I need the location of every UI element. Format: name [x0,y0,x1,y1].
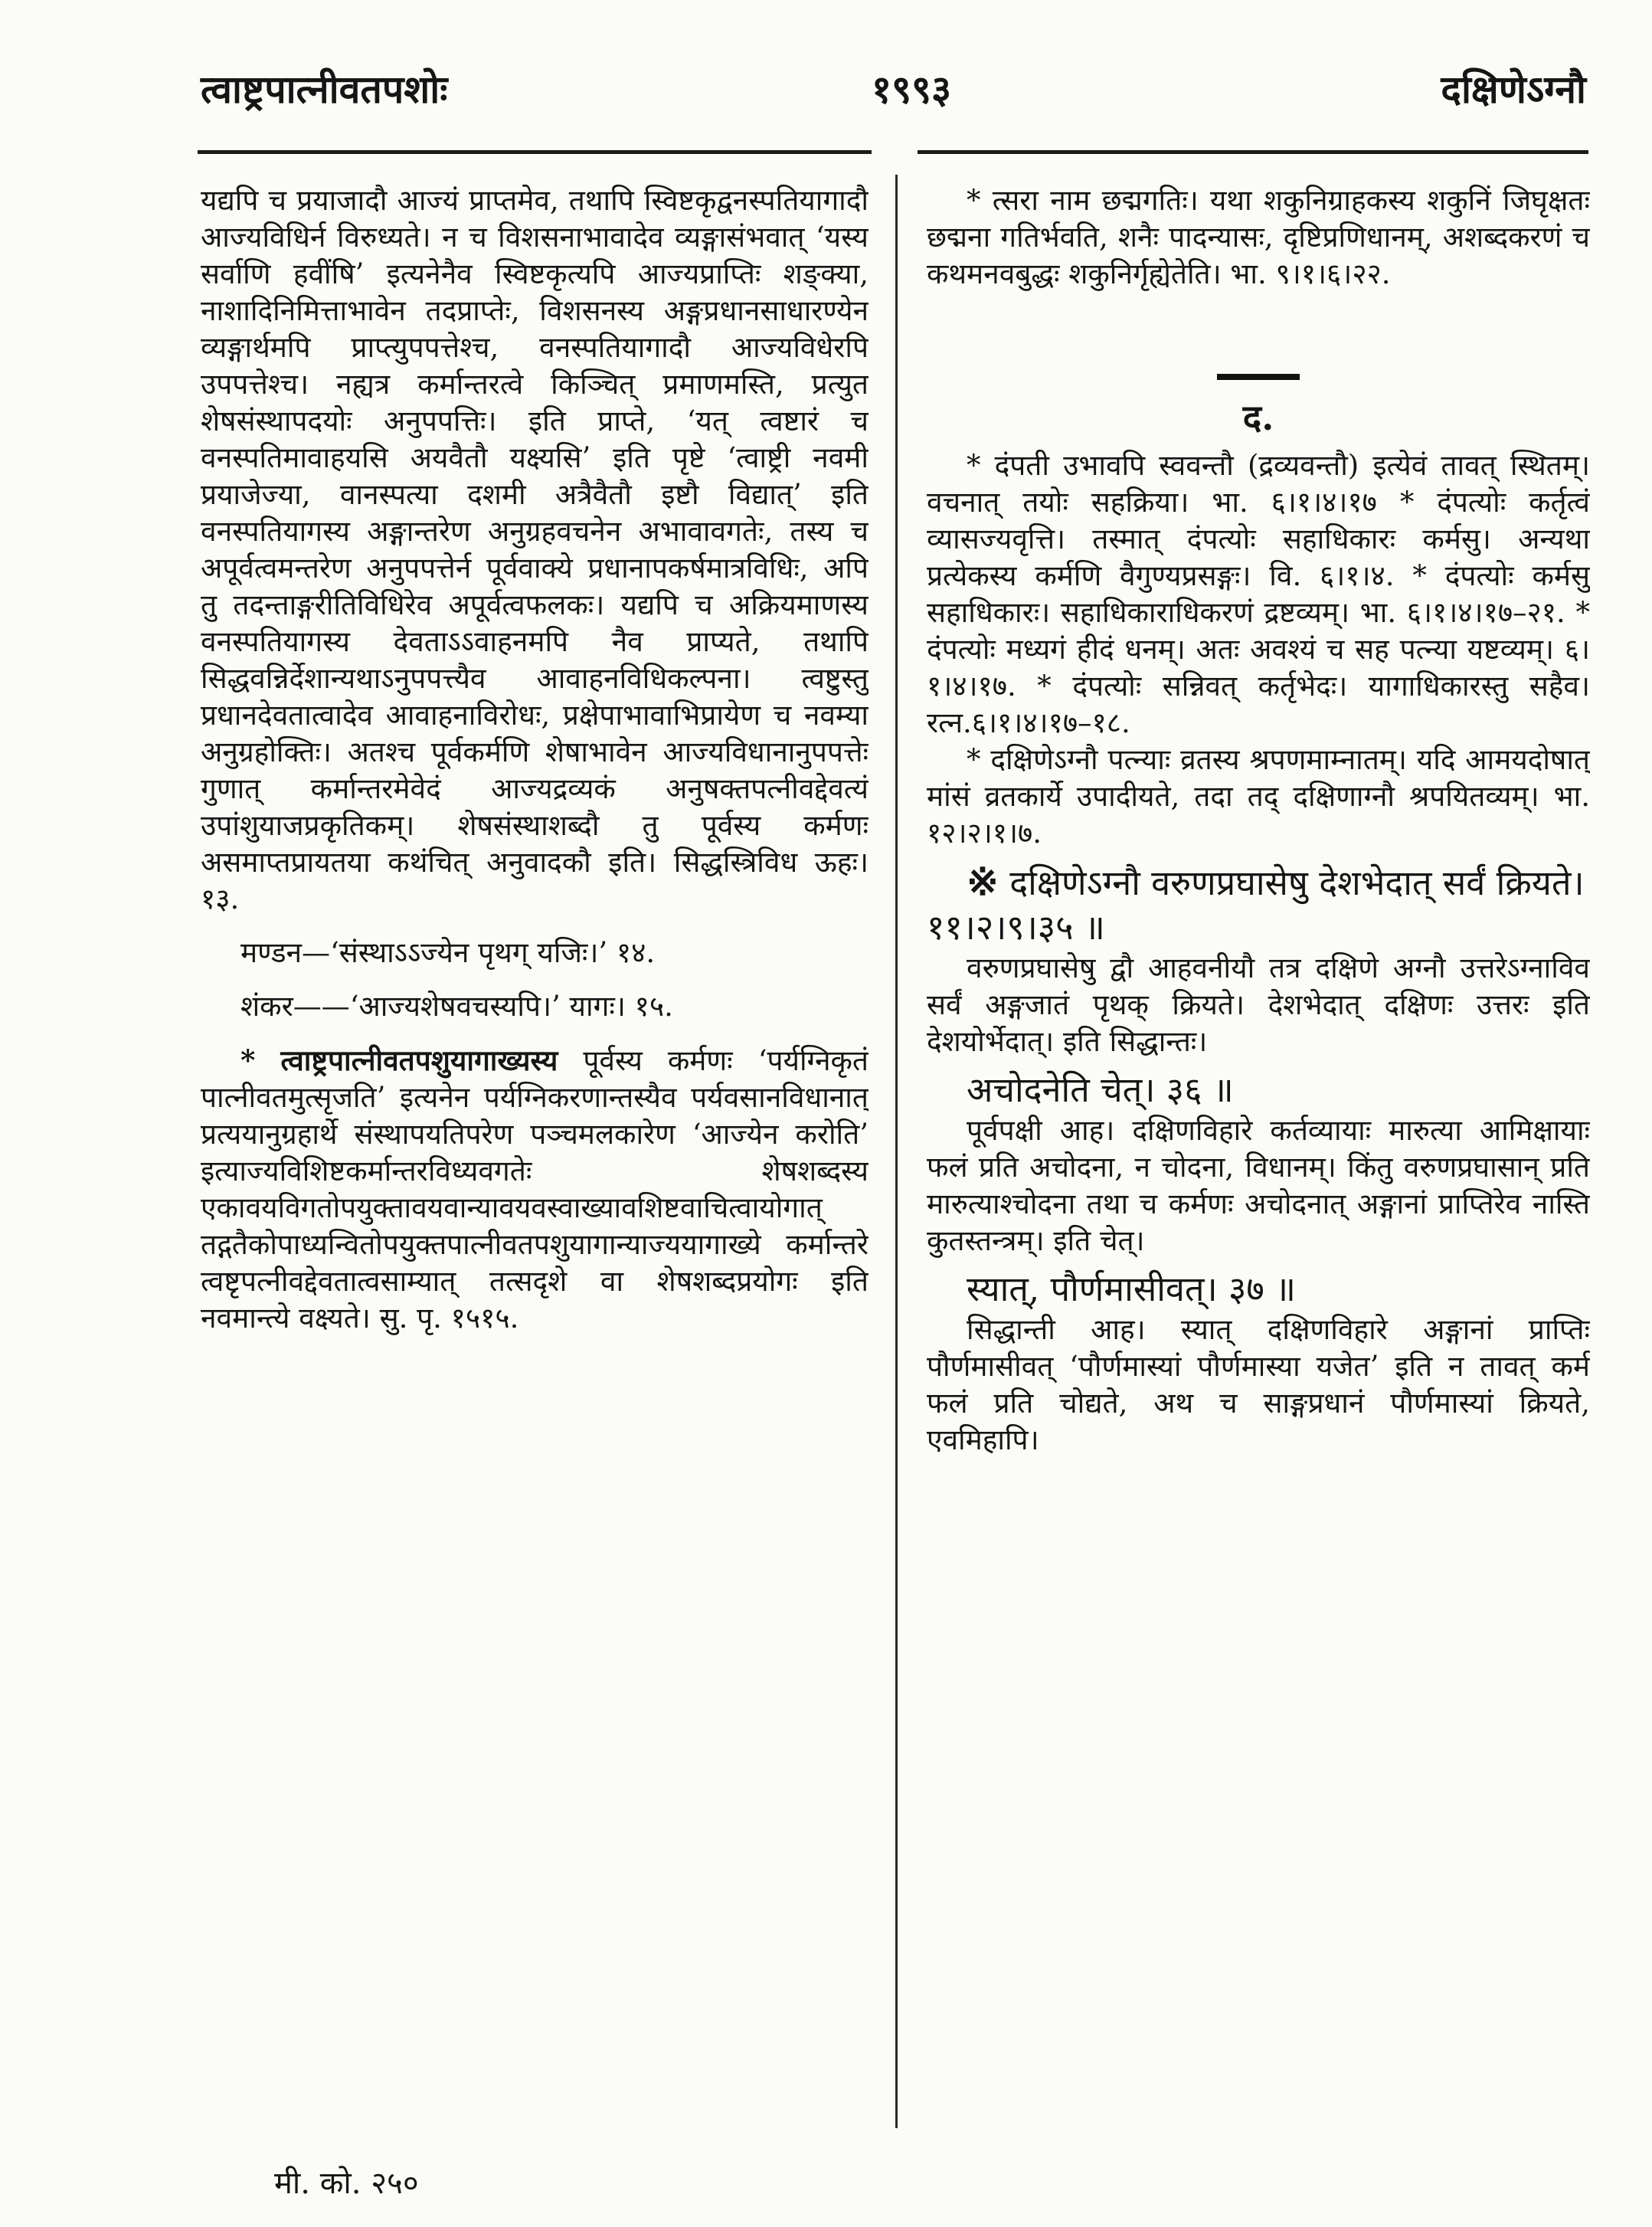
running-head-right: दक्षिणेऽग्नौ [1441,67,1586,112]
left-paragraph-2-text: पूर्वस्य कर्मणः ‘पर्यग्निकृतं पात्नीवतमुत्सृजति’ इत्यनेन पर्यग्निकरणान्तस्यैव पर्यवसानविधानात् प्रत्ययानुग्रहार्थे संस्थापयतिपरेण पञ्चमलकारेण ‘आज्येन करोति’ इत्याज्यविशिष्टकर्मान्तरविध्यवगतेः शेषशब्दस्य एकावयविगतोपयुक्तावयवान्यावयवस्वाख्यावशिष्टवाचित्वायोगात् तद्गतैकोपाध्यन्वितोपयुक्तपात्नीवतपशुयागान्याज्ययागाख्ये कर्मान्तरे त्वष्टृपत्नीवद्देवतात्वसाम्यात् तत्सदृशे वा शेषशब्दप्रयोगः इति नवमान्त्ये वक्ष्यते। सु. पृ. १५१५. [201,1044,869,1335]
mandan-line: मण्डन—‘संस्थाऽऽज्येन पृथग् यजिः।’ १४. [240,936,656,969]
right-paragraph-1: * त्सरा नाम छद्मगतिः। यथा शकुनिग्राहकस्य शकुनिं जिघृक्षतः छद्मना गतिर्भवति, शनैः पादन्यासः, दृष्टिप्रणिधानम्, अशब्दकरणं च कथमनवबुद्धः शकुनिर्गृह्येतेति। भा. ९।१।६।२२. [927,184,1590,290]
right-column [927,182,1590,2143]
shankar-line: शंकर——‘आज्यशेषवचस्यपि।’ यागः। १५. [240,990,673,1023]
sutra-35 [927,860,1590,950]
footer-signature: मी. को. २५० [274,2166,419,2201]
header-rule-right [918,150,1588,154]
left-paragraph-1: यद्यपि च प्रयाजादौ आज्यं प्राप्तमेव, तथापि स्विष्टकृद्वनस्पतियागादौ आज्यविधिर्न विरुध्यते। न च विशसनाभावादेव व्यङ्गासंभवात् ‘यस्य सर्वाणि हवींषि’ इत्यनेनैव स्विष्टकृत्यपि आज्यप्राप्तिः शङ्क्या, नाशादिनिमित्ताभावेन तदप्राप्तेः, विशसनस्य अङ्गप्रधानसाधारण्येन व्यङ्गार्थमपि प्राप्त्युपपत्तेश्च, वनस्पतियागादौ आज्यविधेरपि उपपत्तेश्च। नह्यत्र कर्मान्तरत्वे किञ्चित् प्रमाणमस्ति, प्रत्युत शेषसंस्थापदयोः अनुपपत्तिः। इति प्राप्ते, ‘यत् त्वष्टारं च वनस्पतिमावाहयसि अयवैतौ यक्ष्यसि’ इति पृष्टे ‘त्वाष्ट्री नवमी प्रयाजेज्या, वानस्पत्या दशमी अत्रैवैतौ इष्टौ विद्यात्’ इति वनस्पतियागस्य अङ्गान्तरेण अनुग्रहवचनेन अभावावगतेः, तस्य च अपूर्वत्वमन्तरेण अनुपपत्तेर्न पूर्ववाक्ये प्रधानापकर्षमात्रविधिः, अपि तु तदन्ताङ्गरीतिविधिरेव अपूर्वत्वफलकः। यद्यपि च अक्रियमाणस्य वनस्पतियागस्य देवताऽऽवाहनमपि नैव प्राप्यते, तथापि सिद्धवन्निर्देशान्यथाऽनुपपत्त्यैव आवाहनविधिकल्पना। त्वष्टुस्तु प्रधानदेवतात्वादेव आवाहनाविरोधः, प्रक्षेपाभावाभिप्रायेण च नवम्या अनुग्रहोक्तिः। अतश्च पूर्वकर्मणि शेषाभावेन आज्यविधानानुपपत्तेः गुणात् कर्मान्तरमेवेदं आज्यद्रव्यकं अनुषक्तपत्नीवद्देवत्यं उपांशुयाजप्रकृतिकम्। शेषसंस्थाशब्दौ तु पूर्वस्य कर्मणः असमाप्तप्रायतया कथंचित् अनुवादकौ इति। सिद्धस्त्रिविध ऊहः। १३. [201,184,869,915]
right-paragraph-3: * दक्षिणेऽग्नौ पत्न्याः व्रतस्य श्रपणमाम्नातम्। यदि आमयदोषात् मांसं व्रतकार्ये उपादीयते, तदा तद् दक्षिणाग्नौ श्रपयितव्यम्। भा. १२।२।१।७. [927,743,1590,850]
right-paragraph-5: पूर्वपक्षी आह। दक्षिणविहारे कर्तव्यायाः मारुत्या आमिक्षायाः फलं प्रति अचोदना, न चोदना, विधानम्। किंतु वरुणप्रघासान् प्रति मारुत्याश्चोदना तथा च कर्मणः अचोदनात् अङ्गानां प्राप्तिरेव नास्ति कुतस्तन्त्रम्। इति चेत्। [927,1114,1590,1257]
section-divider-bar [1217,374,1300,380]
running-head-left: त्वाष्ट्रपात्नीवतपशोः [201,67,448,112]
page-number: १९९३ [872,67,951,112]
right-paragraph-6: सिद्धान्ती आह। स्यात् दक्षिणविहारे अङ्गानां प्राप्तिः पौर्णमासीवत् ‘पौर्णमास्यां पौर्णमास्या यजेत’ इति न तावत् कर्म फलं प्रति चोद्यते, अथ च साङ्गप्रधानं पौर्णमास्यां क्रियते, एवमिहापि। [927,1313,1590,1456]
column-divider [895,175,898,2128]
asterisk-marker: * [240,1043,256,1077]
sutra-35-text: दक्षिणेऽग्नौ वरुणप्रघासेषु देशभेदात् सर्वं क्रियते। ११।२।९।३५ ॥ [927,863,1585,948]
sutra-37: स्यात्, पौर्णमासीवत्। ३७ ॥ [967,1269,1296,1309]
sutra-marker-icon: ※ [967,859,999,904]
left-column [201,182,869,2143]
sutra-36: अचोदनेति चेत्। ३६ ॥ [967,1069,1234,1110]
section-heading: द. [1242,397,1274,438]
header-rule-left [198,150,872,154]
headword: त्वाष्ट्रपात्नीवतपशुयागाख्यस्य [280,1043,558,1077]
right-paragraph-4: वरुणप्रघासेषु द्वौ आहवनीयौ तत्र दक्षिणे अग्नौ उत्तरेऽग्नाविव सर्वं अङ्गजातं पृथक् क्रियते। देशभेदात् दक्षिणः उत्तरः इति देशयोर्भेदात्। इति सिद्धान्तः। [927,951,1590,1058]
left-paragraph-2 [201,1042,869,1337]
right-paragraph-2: * दंपती उभावपि स्ववन्तौ (द्रव्यवन्तौ) इत्येवं तावत् स्थितम्। वचनात् तयोः सहक्रिया। भा. ६।१।४।१७ * दंपत्योः कर्तृत्वं व्यासज्यवृत्ति। तस्मात् दंपत्योः सहाधिकारः कर्मसु। अन्यथा प्रत्येकस्य कर्मणि वैगुण्यप्रसङ्गः। वि. ६।१।४. * दंपत्योः कर्मसु सहाधिकारः। सहाधिकाराधिकरणं द्रष्टव्यम्। भा. ६।१।४।१७–२१. * दंपत्योः मध्यगं हीदं धनम्। अतः अवश्यं च सह पत्न्या यष्टव्यम्। ६।१।४।१७. * दंपत्योः सन्निवत् कर्तृभेदः। यागाधिकारस्तु सहैव। रत्न.६।१।४।१७–१८. [927,449,1590,739]
